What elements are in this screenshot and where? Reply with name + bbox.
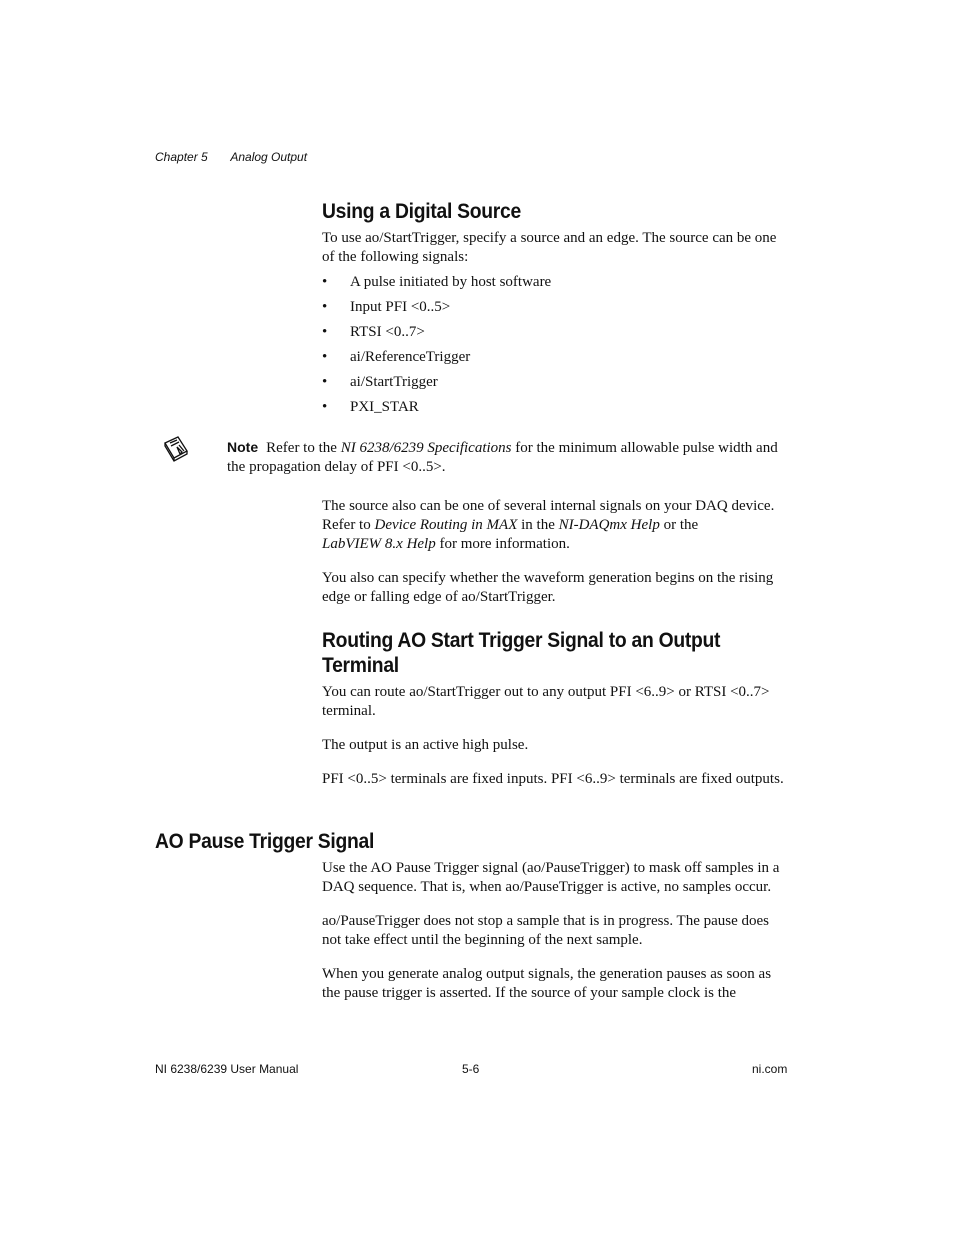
list-item: • A pulse initiated by host software bbox=[322, 273, 787, 298]
list-item: • RTSI <0..7> bbox=[322, 323, 787, 348]
note-pad-icon bbox=[162, 434, 190, 462]
pause-para-2: ao/PauseTrigger does not stop a sample that is in progress. The pause does not take effect until the beginning of the next sample. bbox=[322, 913, 770, 948]
edge-body bbox=[322, 569, 787, 607]
footer-page-number: 5-6 bbox=[462, 1062, 480, 1076]
routing-body bbox=[322, 683, 787, 789]
heading-pause-trigger: AO Pause Trigger Signal bbox=[155, 830, 375, 853]
internal-text-3: or the bbox=[659, 517, 699, 533]
running-header bbox=[155, 150, 307, 164]
ref-daqmx-help: NI-DAQmx Help bbox=[558, 517, 660, 533]
internal-signals-para bbox=[322, 497, 787, 554]
ref-labview-help: LabVIEW 8.x Help bbox=[322, 536, 436, 552]
routing-para-1: You can route ao/StartTrigger out to any output PFI <6..9> or RTSI <0..7> terminal. bbox=[322, 684, 770, 719]
internal-signals-body bbox=[322, 497, 787, 554]
edge-para: You also can specify whether the waveform generation begins on the rising edge or falling edge of ao/StartTrigger. bbox=[322, 570, 774, 605]
footer-site: ni.com bbox=[752, 1062, 788, 1076]
routing-para-2: The output is an active high pulse. bbox=[322, 737, 529, 753]
list-item: • ai/ReferenceTrigger bbox=[322, 348, 787, 373]
internal-text-1: The source also can be one of several internal signals on your DAQ device. Refer to bbox=[322, 498, 775, 533]
list-item: • Input PFI <0..5> bbox=[322, 298, 787, 323]
internal-text-4: for more information. bbox=[435, 536, 570, 552]
heading-routing bbox=[322, 628, 720, 678]
pause-body bbox=[322, 859, 787, 1003]
pause-para-3: When you generate analog output signals, the generation pauses as soon as the pause trigger is asserted. If the source of your sample clock is the bbox=[322, 966, 772, 1001]
ref-device-routing: Device Routing in MAX bbox=[374, 517, 518, 533]
pause-para-1: Use the AO Pause Trigger signal (ao/PauseTrigger) to mask off samples in a DAQ sequence. That is, when ao/PauseTrigger is active, no samples occur. bbox=[322, 860, 780, 895]
section-label: Analog Output bbox=[230, 150, 308, 164]
internal-text-2: in the bbox=[517, 517, 559, 533]
list-item: • ai/StartTrigger bbox=[322, 373, 787, 398]
routing-para-3: PFI <0..5> terminals are fixed inputs. PFI <6..9> terminals are fixed outputs. bbox=[322, 771, 784, 787]
heading-digital-source: Using a Digital Source bbox=[322, 200, 521, 223]
note-spec-ref: NI 6238/6239 Specifications bbox=[340, 440, 512, 456]
list-item: • PXI_STAR bbox=[322, 398, 787, 423]
signal-list bbox=[322, 273, 787, 423]
heading-routing-line1: Routing AO Start Trigger Signal to an Output bbox=[322, 629, 721, 652]
footer-manual: NI 6238/6239 User Manual bbox=[155, 1062, 299, 1076]
note-text-1: Refer to the bbox=[266, 440, 341, 456]
digital-source-intro: To use ao/StartTrigger, specify a source and an edge. The source can be one of the following signals: bbox=[322, 230, 777, 265]
digital-source-body bbox=[322, 229, 787, 267]
note-label: Note bbox=[227, 439, 259, 455]
note-text-2: for the minimum allowable pulse width and the propagation delay of PFI <0..5>. bbox=[227, 440, 778, 475]
note-block bbox=[227, 438, 787, 477]
heading-routing-line2: Terminal bbox=[322, 654, 399, 677]
chapter-label: Chapter 5 bbox=[155, 150, 208, 164]
